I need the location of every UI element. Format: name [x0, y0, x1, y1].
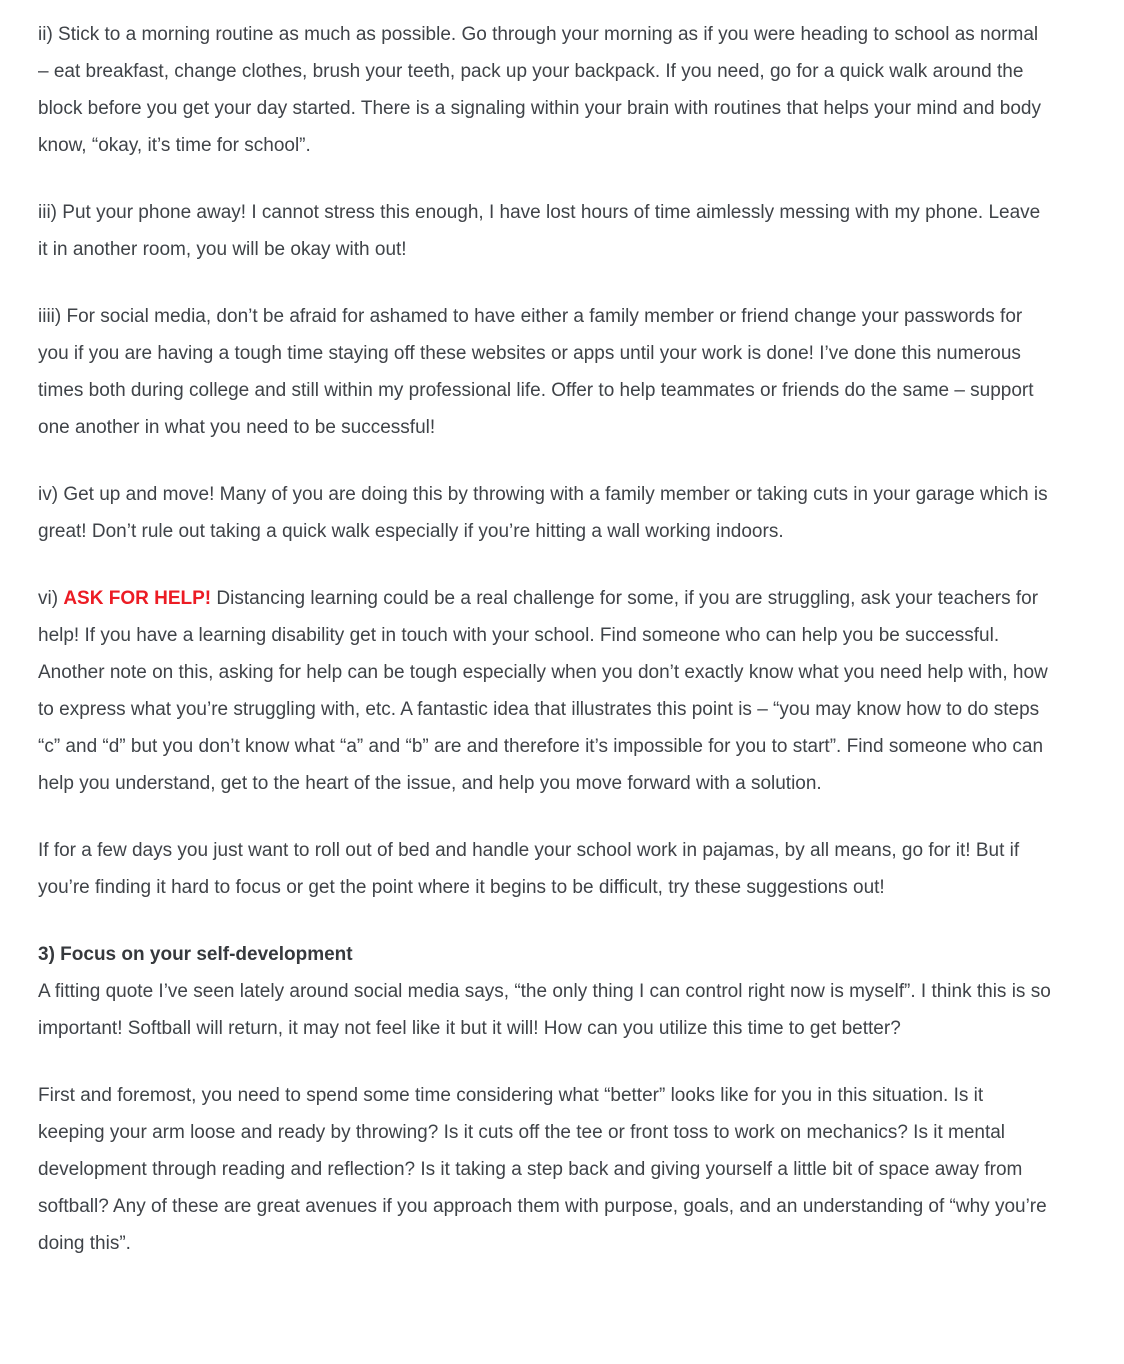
paragraph-text: iiii) For social media, don’t be afraid for ashamed to have either a family member or friend change your passwords for you if you are having a tough time staying off these websites or apps until your work is done! I’ve done this numerous times both during college and still within my professional life. Offer to help teammates or friends do the same – support one another in what you need to be successful! — [38, 306, 1034, 438]
paragraph-self-development — [38, 936, 1052, 1047]
ask-for-help-emphasis: ASK FOR HELP! — [63, 588, 212, 609]
paragraph-text: ii) Stick to a morning routine as much as possible. Go through your morning as if you were heading to school as normal – eat breakfast, change clothes, brush your teeth, pack up your backpack. If you need, go for a quick walk around the block before you get your day started. There is a signaling within your brain with routines that helps your mind and body know, “okay, it’s time for school”. — [38, 24, 1041, 156]
paragraph-phone-away — [38, 194, 1052, 268]
paragraph-text: Distancing learning could be a real challenge for some, if you are struggling, ask your teachers for help! If you have a learning disability get in touch with your school. Find someone who can help you be successful. Another note on this, asking for help can be tough especially when you don’t exactly know what you need help with, how to express what you’re struggling with, etc. A fantastic idea that illustrates this point is – “you may know how to do steps “c” and “d” but you don’t know what “a” and “b” are and therefore it’s impossible for you to start”. Find someone who can help you understand, get to the heart of the issue, and help you move forward with a solution. — [38, 588, 1048, 794]
section-heading-self-development: 3) Focus on your self-development — [38, 944, 353, 965]
paragraph-what-better-looks-like — [38, 1077, 1052, 1262]
paragraph-pajamas — [38, 832, 1052, 906]
paragraph-text: iv) Get up and move! Many of you are doing this by throwing with a family member or taking cuts in your garage which is great! Don’t rule out taking a quick walk especially if you’re hitting a wall working indoors. — [38, 484, 1048, 542]
paragraph-get-up-and-move — [38, 476, 1052, 550]
paragraph-ask-for-help — [38, 580, 1052, 802]
paragraph-text: First and foremost, you need to spend some time considering what “better” looks like for you in this situation. Is it keeping your arm loose and ready by throwing? Is it cuts off the tee or front toss to work on mechanics? Is it mental development through reading and reflection? Is it taking a step back and giving yourself a little bit of space away from softball? Any of these are great avenues if you approach them with purpose, goals, and an understanding of “why you’re doing this”. — [38, 1085, 1047, 1254]
paragraph-text: A fitting quote I’ve seen lately around social media says, “the only thing I can control right now is myself”. I think this is so important! Softball will return, it may not feel like it but it will! How can you utilize this time to get better? — [38, 981, 1051, 1039]
paragraph-text: iii) Put your phone away! I cannot stress this enough, I have lost hours of time aimlessly messing with my phone. Leave it in another room, you will be okay with out! — [38, 202, 1041, 260]
paragraph-social-media — [38, 298, 1052, 446]
paragraph-morning-routine — [38, 16, 1052, 164]
paragraph-text: If for a few days you just want to roll out of bed and handle your school work in pajamas, by all means, go for it! But if you’re finding it hard to focus or get the point where it begins to be difficult, try these suggestions out! — [38, 840, 1020, 898]
paragraph-text-prefix: vi) — [38, 588, 64, 609]
